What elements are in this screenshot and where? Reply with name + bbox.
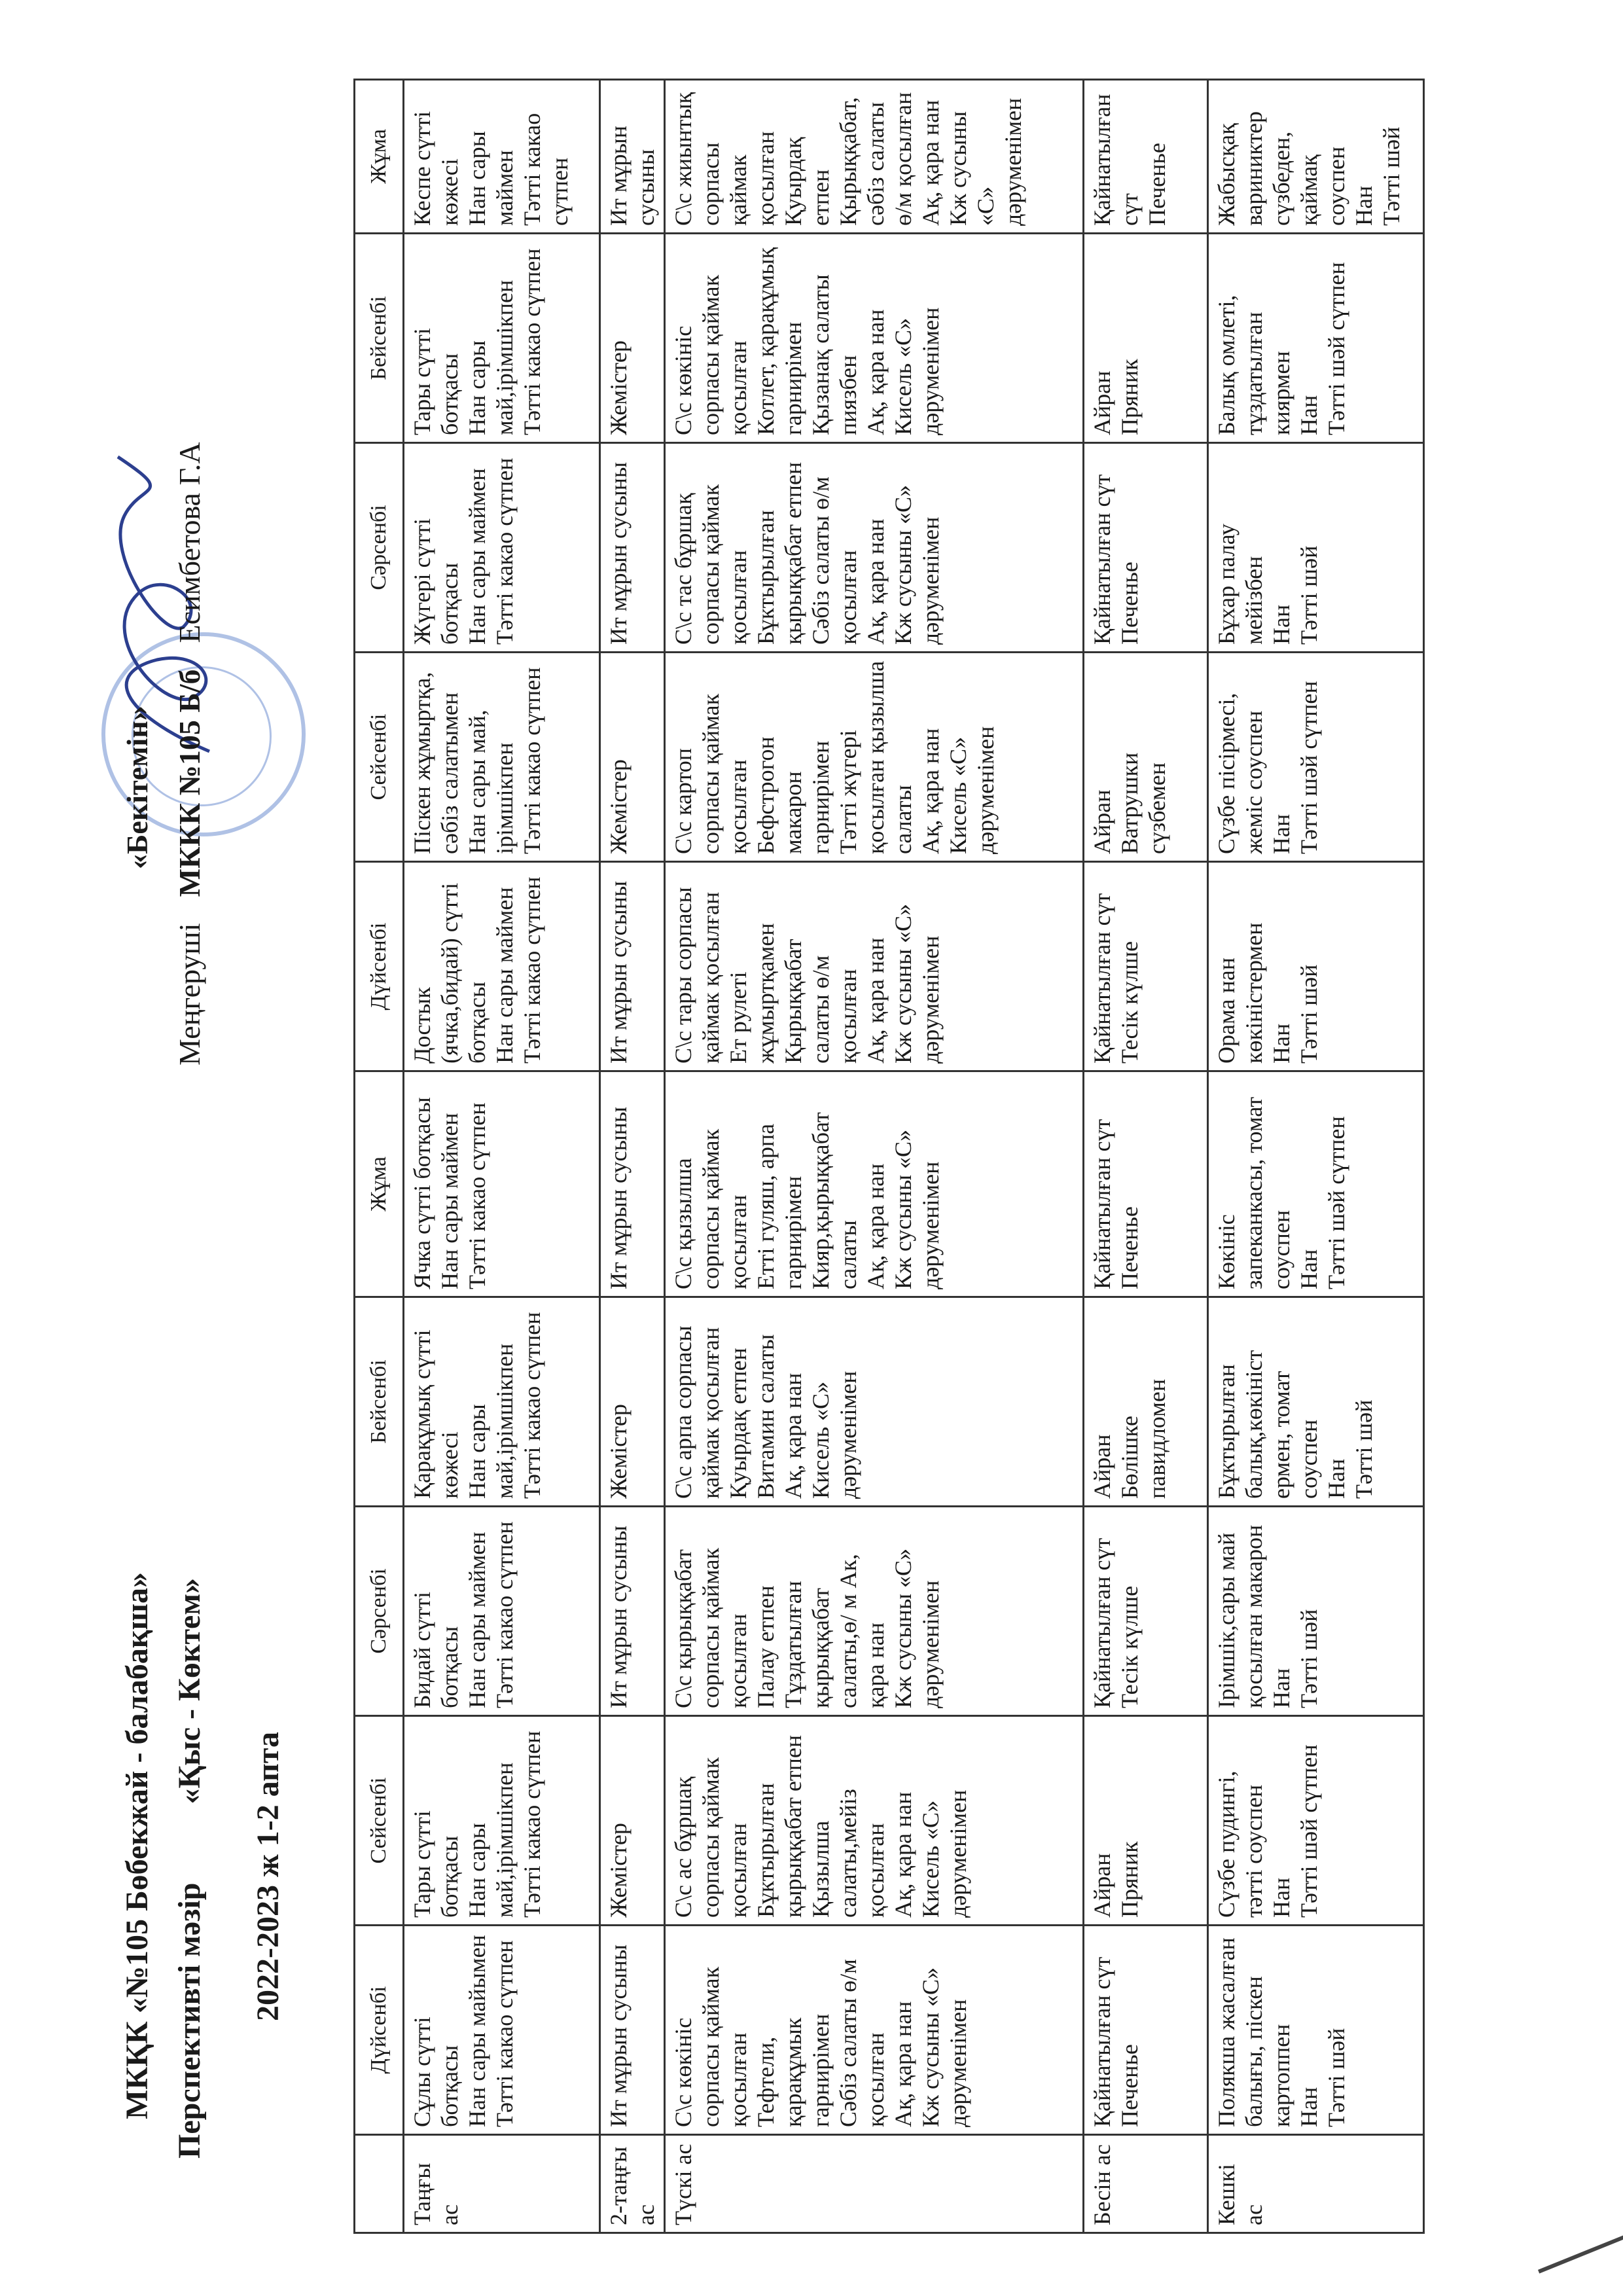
menu-cell — [665, 1716, 1084, 1926]
dish-line: Бұхар палау мейізбен — [1213, 524, 1267, 645]
menu-cell — [600, 1507, 665, 1716]
meal-name-cell: Бесін ас — [1084, 2135, 1208, 2233]
dish-line: Тәтті какао сүтпен — [491, 1940, 518, 2127]
dish-line: С\с жиынтық сорпасы қаймак қосылған — [670, 92, 779, 226]
dish-line: Ит мұрын сусыны — [605, 880, 632, 1064]
menu-table — [353, 79, 1425, 2234]
dish-line: Ақ, қара нан — [863, 309, 889, 435]
menu-cell — [665, 1297, 1084, 1507]
dish-line: Тәтті какао сүтпен — [519, 113, 573, 226]
dish-line: Кисель «С» дәруменімен — [945, 726, 999, 854]
dish-line: Кж сусыны «С» дәруменімен — [890, 1129, 944, 1289]
approval-block — [111, 149, 216, 1066]
dish-line: Нан — [1351, 185, 1377, 226]
menu-cell — [1208, 1297, 1424, 1507]
dish-line: Кисель «С» дәруменімен — [890, 307, 944, 435]
dish-line: Балық омлеті, тұздатылған киярмен — [1213, 295, 1294, 435]
dish-line: Тәтті какао сүтпен — [519, 876, 545, 1064]
period-label: 2022-2023 ж 1-2 апта — [251, 1732, 285, 2021]
menu-cell — [404, 1507, 600, 1716]
dish-line: Нан сары маймен — [464, 468, 490, 645]
dish-line: Нан — [1296, 2087, 1322, 2127]
dish-line: Тәтті какао сүтпен — [491, 457, 518, 645]
dish-line: Тәтті шәй сүтпен — [1323, 262, 1349, 435]
dish-line: Ақ, қара нан — [890, 1791, 916, 1918]
dish-line: Полякша жасалған балығы, піскен картоппен — [1213, 1937, 1294, 2127]
approval-line — [164, 149, 216, 1066]
dish-line: Тәтті шәй — [1296, 964, 1322, 1064]
dish-line: Кж сусыны «С» дәруменімен — [918, 1967, 971, 2127]
dish-line: С\с көкініс сорпасы қаймак қосылған — [670, 1966, 751, 2127]
menu-cell — [1084, 862, 1208, 1071]
menu-cell — [404, 443, 600, 653]
dish-line: С\с қырыққабат сорпасы қаймак қосылған — [670, 1547, 751, 1708]
org-title: МКҚК «№105 Бөбекжай - балабақша» — [120, 1572, 154, 2119]
menu-cell — [665, 1071, 1084, 1297]
dish-line: Нан сары май,ірімшікпен — [464, 1343, 518, 1499]
menu-cell — [1084, 1926, 1208, 2135]
dish-line: Кж сусыны «С» дәруменімен — [945, 98, 1026, 226]
menu-cell — [404, 1297, 600, 1507]
meal-row — [665, 80, 1084, 2233]
menu-cell — [1084, 443, 1208, 653]
dish-line: Пряник — [1116, 1841, 1143, 1918]
meal-name-cell: Таңғы ас — [404, 2135, 600, 2233]
menu-cell — [404, 1716, 600, 1926]
dish-line: Нан сары маймен — [464, 1532, 490, 1708]
dish-line: Ит мұрын сусыны — [605, 461, 632, 645]
dish-line: Бұктырылған қырыққабат етпен — [753, 461, 806, 645]
dish-line: С\с ас бұршақ сорпасы қаймак қосылған — [670, 1757, 751, 1918]
dish-line: Қырыққабат салаты ө/м қосылған — [780, 939, 861, 1064]
dish-line: Тары сүтті ботқасы — [409, 328, 463, 435]
dish-line: Тәтті какао сүтпен — [464, 1102, 490, 1289]
menu-cell — [600, 1716, 665, 1926]
dish-line: Нан — [1268, 814, 1294, 854]
dish-line: С\с көкініс сорпасы қаймак қосылған — [670, 274, 751, 435]
approval-name: Есимбетова Г.А — [173, 442, 206, 643]
approval-org: МККК №105 Б/б — [173, 669, 206, 897]
dish-line: Орама нан көкіністермен — [1213, 922, 1267, 1064]
dish-line: Ақ, қара нан — [780, 1372, 806, 1499]
dish-line: Қайнатылған сүт — [1089, 474, 1115, 645]
dish-line: Нан сары май,ірімшікпен — [464, 279, 518, 435]
meal-column-header — [355, 2135, 404, 2233]
dish-line: Тары сүтті ботқасы — [409, 1810, 463, 1918]
table-header-row — [355, 80, 404, 2233]
dish-line: Бұктырылған қырыққабат етпен — [753, 1734, 806, 1918]
dish-line: Сүзбе пісірмесі, жеміс соуспен — [1213, 692, 1267, 854]
meal-row — [600, 80, 665, 2233]
dish-line: Нан — [1268, 1023, 1294, 1064]
dish-line: Ақ, қара нан — [890, 2001, 916, 2127]
dish-line: Нан — [1268, 1668, 1294, 1708]
day-column-header: Сәрсенбі — [355, 443, 404, 653]
dish-line: Ит мұрын сусыны — [605, 1944, 632, 2127]
dish-line: Нан сары майымен — [464, 1935, 490, 2127]
dish-line: Қайнатылған сүт — [1089, 893, 1115, 1064]
meal-row — [1208, 80, 1424, 2233]
dish-line: Тәтті какао сүтпен — [519, 1312, 545, 1499]
menu-cell — [1208, 80, 1424, 234]
day-column-header: Бейсенбі — [355, 234, 404, 443]
menu-cell — [1084, 234, 1208, 443]
dish-line: Ит мұрын сусыны — [605, 126, 659, 226]
dish-line: Айран — [1089, 370, 1115, 435]
menu-cell — [1208, 653, 1424, 862]
dish-line: Нан — [1268, 1877, 1294, 1918]
dish-line: Қызылша салаты,мейіз қосылған — [808, 1789, 889, 1918]
menu-cell — [600, 862, 665, 1071]
dish-line: Сүзбе пудингі, тәтті соуспен — [1213, 1770, 1267, 1918]
dish-line: Ит мұрын сусыны — [605, 1106, 632, 1289]
dish-line: Жемістер — [605, 1823, 632, 1918]
dish-line: Пряник — [1116, 359, 1143, 435]
dish-line: Жабысқақ вариниктер сүзбеден, қаймақ соуспен — [1213, 111, 1349, 226]
dish-line: Тәтті какао сүтпен — [519, 248, 545, 435]
dish-line: Тәтті какао сүтпен — [519, 1731, 545, 1918]
menu-cell — [1208, 1507, 1424, 1716]
dish-line: Бефстрогон макарон гарнирімен — [753, 736, 834, 854]
dish-line: Печенье — [1116, 562, 1143, 645]
dish-line: Көкініс запеканкасы, томат соуспен — [1213, 1096, 1294, 1289]
menu-cell — [1208, 862, 1424, 1071]
dish-line: Печенье — [1116, 2044, 1143, 2127]
dish-line: Тесік күлше — [1116, 941, 1143, 1064]
dish-line: Ит мұрын сусыны — [605, 1525, 632, 1708]
dish-line: Тәтті шәй сүтпен — [1323, 1116, 1349, 1289]
dish-line: Ватрушки сүзбемен — [1116, 752, 1170, 854]
meal-name-cell: Кешкі ас — [1208, 2135, 1424, 2233]
menu-cell — [1084, 1297, 1208, 1507]
meal-name-cell: 2-таңғы ас — [600, 2135, 665, 2233]
menu-cell — [1084, 1071, 1208, 1297]
dish-line: Тәтті шәй — [1296, 545, 1322, 645]
menu-cell — [665, 80, 1084, 234]
dish-line: Ақ, қара нан — [863, 937, 889, 1064]
dish-line: Тәтті шәй — [1323, 2028, 1349, 2127]
menu-cell — [1084, 653, 1208, 862]
dish-line: Достык (ячка,бидай) сүтті ботқасы — [409, 882, 490, 1064]
dish-line: Қуырдақ етпен — [725, 1348, 751, 1499]
menu-cell — [404, 1071, 600, 1297]
dish-line: Айран — [1089, 1434, 1115, 1499]
dish-line: Тәтті шәй — [1351, 1399, 1377, 1499]
dish-line: Жемістер — [605, 340, 632, 435]
menu-cell — [1208, 443, 1424, 653]
menu-cell — [600, 1071, 665, 1297]
dish-line: С\с тары сорпасы қаймак қосылған — [670, 887, 724, 1064]
dish-line: Тәтті шәй сүтпен — [1296, 1744, 1322, 1918]
dish-line: Қырыққабат, сәбіз салаты ө/м қосылған — [835, 92, 916, 226]
dish-line: Ақ, қара нан — [918, 99, 944, 226]
approval-title: «Бекітемін» — [120, 706, 154, 869]
menu-cell — [1084, 80, 1208, 234]
dish-line: Жүгері сүтті ботқасы — [409, 518, 463, 645]
menu-title: Перспективті мәзір — [172, 1882, 207, 2159]
dish-line: Нан — [1323, 1458, 1349, 1499]
dish-line: Ақ, қара нан — [918, 728, 944, 854]
dish-line: Піскен жұмыртқа, сәбіз салатымен — [409, 672, 463, 854]
pen-stroke-mark — [1538, 2206, 1623, 2274]
season-label: «Қыс - Көктем» — [172, 1577, 207, 1804]
dish-line: С\с тас бұршақ сорпасы қаймак қосылған — [670, 484, 751, 645]
dish-line: Нан сары май, ірімшікпен — [464, 709, 518, 854]
dish-line: Етті гуляш, арпа гарнирімен — [753, 1123, 806, 1289]
dish-line: Айран — [1089, 789, 1115, 854]
dish-line: Сәбіз салаты ө/м қосылған — [835, 1959, 889, 2127]
menu-cell — [600, 80, 665, 234]
menu-cell — [600, 443, 665, 653]
menu-cell — [665, 443, 1084, 653]
dish-line: Нан — [1296, 1249, 1322, 1289]
dish-line: Нан сары май,ірімшікпен — [464, 1762, 518, 1918]
dish-line: С\с картоп сорпасы қаймак қосылған — [670, 693, 751, 854]
dish-line: Жемістер — [605, 1404, 632, 1499]
day-column-header: Дүйсенбі — [355, 862, 404, 1071]
dish-line: Тәтті какао сүтпен — [491, 1521, 518, 1708]
dish-line: Палау етпен — [753, 1585, 779, 1708]
dish-line: Қайнатылған сүт — [1089, 94, 1143, 226]
menu-cell — [1208, 1071, 1424, 1297]
menu-cell — [404, 653, 600, 862]
menu-cell — [1208, 1926, 1424, 2135]
day-column-header: Дүйсенбі — [355, 1926, 404, 2135]
dish-line: Тәтті жүгері қосылған қызылша салаты — [835, 660, 916, 854]
menu-cell — [404, 862, 600, 1071]
dish-line: Тұздатылған қырыққабат салаты,ө/ м Ак, қара нан — [780, 1554, 889, 1708]
menu-cell — [600, 234, 665, 443]
dish-line: Нан сары маймен — [491, 887, 518, 1064]
dish-line: Витамин салаты — [753, 1334, 779, 1499]
dish-line: Сәбіз салаты ө/м қосылған — [808, 476, 861, 645]
dish-line: Нан сары маймен — [464, 131, 518, 226]
meal-row — [404, 80, 600, 2233]
day-column-header: Сейсенбі — [355, 653, 404, 862]
dish-line: Кж сусыны «С» дәруменімен — [890, 1548, 944, 1708]
dish-line: Ячка сүтті ботқасы — [409, 1097, 435, 1289]
dish-line: Қуырдақ етпен — [780, 137, 834, 226]
menu-cell — [665, 234, 1084, 443]
menu-cell — [1084, 1507, 1208, 1716]
day-column-header: Жұма — [355, 80, 404, 234]
menu-cell — [404, 1926, 600, 2135]
meal-name-cell: Түскі ас — [665, 2135, 1084, 2233]
dish-line: Кж сусыны «С» дәруменімен — [890, 484, 944, 645]
dish-line: Кж сусыны «С» дәруменімен — [890, 903, 944, 1064]
dish-line: Тесік күлше — [1116, 1585, 1143, 1708]
dish-line: Бұктырылған балық,көкініст ермен, томат соуспен — [1213, 1350, 1322, 1499]
dish-line: Қарақұмық сүтті көжесі — [409, 1329, 463, 1499]
menu-cell — [404, 80, 600, 234]
day-column-header: Бейсенбі — [355, 1297, 404, 1507]
menu-cell — [1084, 1716, 1208, 1926]
menu-cell — [1208, 234, 1424, 443]
menu-cell — [665, 862, 1084, 1071]
day-column-header: Жұма — [355, 1071, 404, 1297]
dish-line: Қайнатылған сүт — [1089, 1119, 1115, 1289]
menu-cell — [665, 653, 1084, 862]
day-column-header: Сәрсенбі — [355, 1507, 404, 1716]
dish-line: Котлет, қарақұмық гарнирімен — [753, 247, 806, 435]
dish-line: Кисель «С» дәруменімен — [918, 1789, 971, 1918]
menu-title-row — [164, 1439, 216, 2159]
dish-line: Тәтті шәй сүтпен — [1296, 681, 1322, 854]
dish-line: Нан — [1268, 604, 1294, 645]
menu-cell — [1208, 1716, 1424, 1926]
day-column-header: Сейсенбі — [355, 1716, 404, 1926]
dish-line: Печенье — [1116, 1206, 1143, 1289]
menu-cell — [600, 1297, 665, 1507]
dish-line: Ет рулеті жұмыртқамен — [725, 923, 779, 1064]
menu-cell — [404, 234, 600, 443]
dish-line: Тефтели, қарақұмык гарнирімен — [753, 2013, 834, 2127]
dish-line: Тәтті шәй — [1296, 1609, 1322, 1708]
dish-line: С\с арпа сорпасы қаймак қосылған — [670, 1325, 724, 1499]
document-header — [111, 1439, 294, 2159]
dish-line: Қайнатылған сүт — [1089, 1537, 1115, 1708]
menu-cell — [600, 653, 665, 862]
dish-line: Ақ, қара нан — [863, 518, 889, 645]
menu-cell — [665, 1926, 1084, 2135]
dish-line: Тәтті шәй — [1378, 126, 1404, 226]
dish-line: Нан сары маймен — [437, 1113, 463, 1289]
dish-line: Нан — [1296, 395, 1322, 435]
dish-line: Ақ, қара нан — [863, 1163, 889, 1289]
dish-line: Кеспе сүтті көжесі — [409, 111, 463, 226]
dish-line: Жемістер — [605, 759, 632, 854]
dish-line: Кияр,қырыққабат салаты — [808, 1112, 861, 1289]
dish-line: Қызанақ салаты пиязбен — [808, 274, 861, 435]
dish-line: Ірімшік,сары май қосылған макарон — [1213, 1524, 1267, 1708]
approval-role: Меңгеруші — [173, 923, 206, 1066]
dish-line: Сұлы сүтті ботқасы — [409, 2017, 463, 2127]
table-body — [404, 80, 1424, 2233]
dish-line: Кисель «С» дәруменімен — [808, 1371, 861, 1499]
dish-line: Бөлішке павидломен — [1116, 1378, 1170, 1499]
dish-line: Тәтті какао сүтпен — [519, 667, 545, 854]
dish-line: С\с қызылша сорпасы қаймак қосылған — [670, 1128, 751, 1289]
dish-line: Бидай сүтті ботқасы — [409, 1592, 463, 1708]
dish-line: Айран — [1089, 1853, 1115, 1918]
dish-line: Печенье — [1144, 143, 1170, 226]
dish-line: Қайнатылған сүт — [1089, 1956, 1115, 2127]
menu-cell — [665, 1507, 1084, 1716]
menu-cell — [600, 1926, 665, 2135]
meal-row — [1084, 80, 1208, 2233]
